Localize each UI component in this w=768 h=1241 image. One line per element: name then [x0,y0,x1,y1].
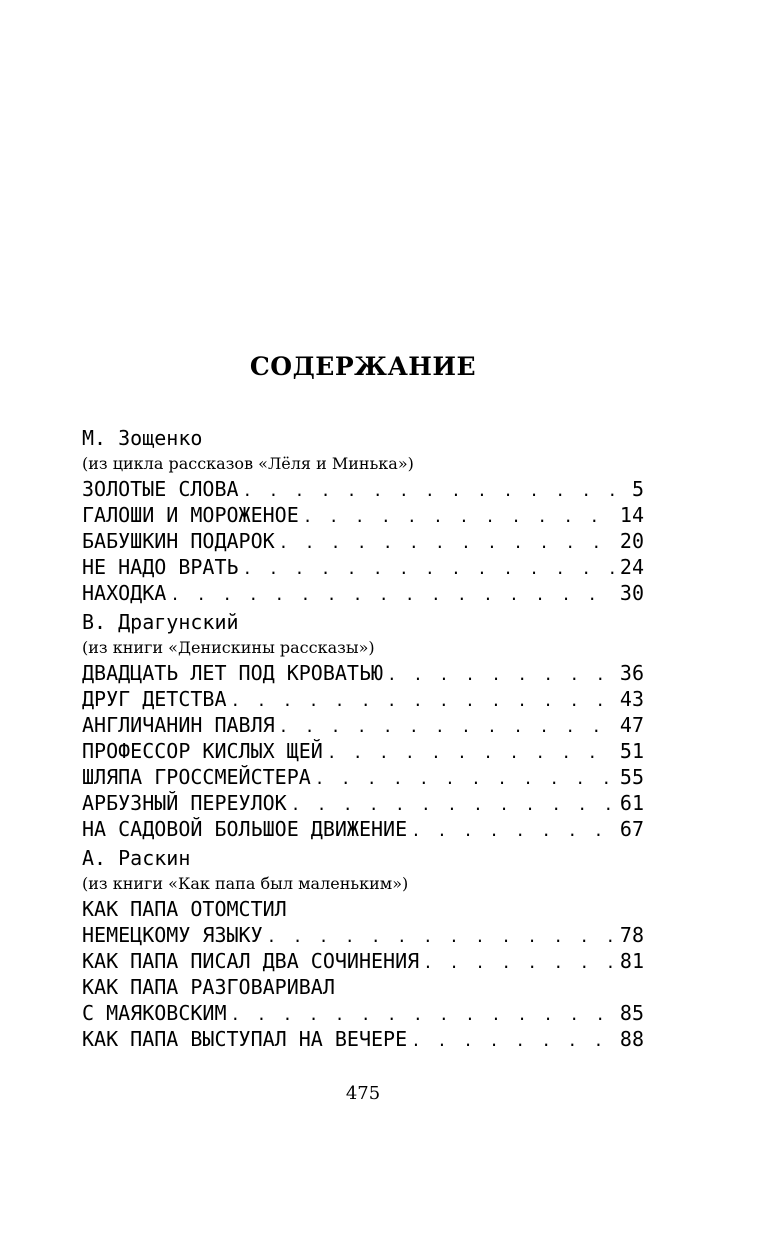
section-source: (из цикла рассказов «Лёля и Минька») [82,454,414,473]
toc-entry[interactable] [82,554,644,580]
toc-entry[interactable] [82,764,644,790]
toc-entry-page: 30 [619,581,644,605]
toc-entry[interactable] [82,660,644,686]
table-of-contents [82,424,644,1052]
toc-entry-page: 67 [619,817,644,841]
toc-entry-title-line1[interactable]: КАК ПАПА РАЗГОВАРИВАЛ [82,975,335,999]
toc-entry-title: ШЛЯПА ГРОССМЕЙСТЕРА [82,765,311,789]
toc-entry[interactable] [82,816,644,842]
toc-section-zoshchenko [82,424,644,606]
toc-entry-page: 85 [619,1001,644,1025]
toc-entry-title: НА САДОВОЙ БОЛЬШОЕ ДВИЖЕНИЕ [82,817,408,841]
toc-entry-page: 78 [619,923,644,947]
toc-entry[interactable] [82,476,644,502]
toc-entry[interactable] [82,712,644,738]
toc-entry[interactable] [82,580,644,606]
toc-entry-title: ДВАДЦАТЬ ЛЕТ ПОД КРОВАТЬЮ [82,661,384,685]
toc-entry[interactable] [82,528,644,554]
toc-entry[interactable] [82,738,644,764]
toc-entry-title: КАК ПАПА ПИСАЛ ДВА СОЧИНЕНИЯ [82,949,420,973]
toc-leader-dots [170,582,616,608]
toc-leader-dots [327,740,616,766]
toc-entry-page: 5 [631,477,644,501]
toc-entry[interactable] [82,686,644,712]
toc-leader-dots [411,818,616,844]
toc-leader-dots [291,792,616,818]
section-source: (из книги «Как папа был маленьким») [82,874,409,893]
toc-entry-title: АНГЛИЧАНИН ПАВЛЯ [82,713,275,737]
toc-leader-dots [231,1002,616,1028]
toc-entry[interactable] [82,502,644,528]
toc-entry-page: 36 [619,661,644,685]
toc-entry-title: АРБУЗНЫЙ ПЕРЕУЛОК [82,791,287,815]
toc-entry-page: 88 [619,1027,644,1051]
toc-entry-title: ГАЛОШИ И МОРОЖЕНОЕ [82,503,299,527]
toc-entry-page: 81 [619,949,644,973]
toc-entry-title: НАХОДКА [82,581,167,605]
toc-entry[interactable] [82,1026,644,1052]
toc-entry-title: НЕМЕЦКОМУ ЯЗЫКУ [82,923,263,947]
toc-entry-title: БАБУШКИН ПОДАРОК [82,529,275,553]
toc-entry[interactable] [82,922,644,948]
toc-section-raskin [82,844,644,1052]
section-source: (из книги «Денискины рассказы») [82,638,375,657]
toc-entry-title: ПРОФЕССОР КИСЛЫХ ЩЕЙ [82,739,323,763]
section-author: А. Раскин [82,846,191,870]
toc-entry[interactable] [82,1000,644,1026]
toc-leader-dots [387,662,616,688]
toc-leader-dots [243,478,628,504]
toc-entry-title: ЗОЛОТЫЕ СЛОВА [82,477,239,501]
toc-entry-page: 47 [619,713,644,737]
toc-entry-title: НЕ НАДО ВРАТЬ [82,555,239,579]
toc-entry-page: 14 [619,503,644,527]
toc-leader-dots [315,766,616,792]
toc-leader-dots [279,714,616,740]
toc-entry-page: 43 [619,687,644,711]
toc-entry-page: 55 [619,765,644,789]
toc-leader-dots [423,950,616,976]
page-title: СОДЕРЖАНИЕ [249,352,477,381]
toc-leader-dots [267,924,616,950]
toc-leader-dots [303,504,616,530]
toc-entry[interactable] [82,790,644,816]
toc-entry-page: 61 [619,791,644,815]
toc-entry[interactable] [82,948,644,974]
toc-leader-dots [279,530,616,556]
toc-entry-title-line1[interactable]: КАК ПАПА ОТОМСТИЛ [82,897,287,921]
toc-entry-page: 20 [619,529,644,553]
toc-entry-page: 24 [619,555,644,579]
toc-leader-dots [243,556,616,582]
section-author: В. Драгунский [82,610,239,634]
toc-entry-title: С МАЯКОВСКИМ [82,1001,227,1025]
section-author: М. Зощенко [82,426,203,450]
toc-entry-title: КАК ПАПА ВЫСТУПАЛ НА ВЕЧЕРЕ [82,1027,408,1051]
toc-section-dragunsky [82,608,644,842]
toc-leader-dots [411,1028,616,1054]
page-number: 475 [345,1083,381,1104]
toc-entry-page: 51 [619,739,644,763]
toc-entry-title: ДРУГ ДЕТСТВА [82,687,227,711]
toc-leader-dots [231,688,616,714]
